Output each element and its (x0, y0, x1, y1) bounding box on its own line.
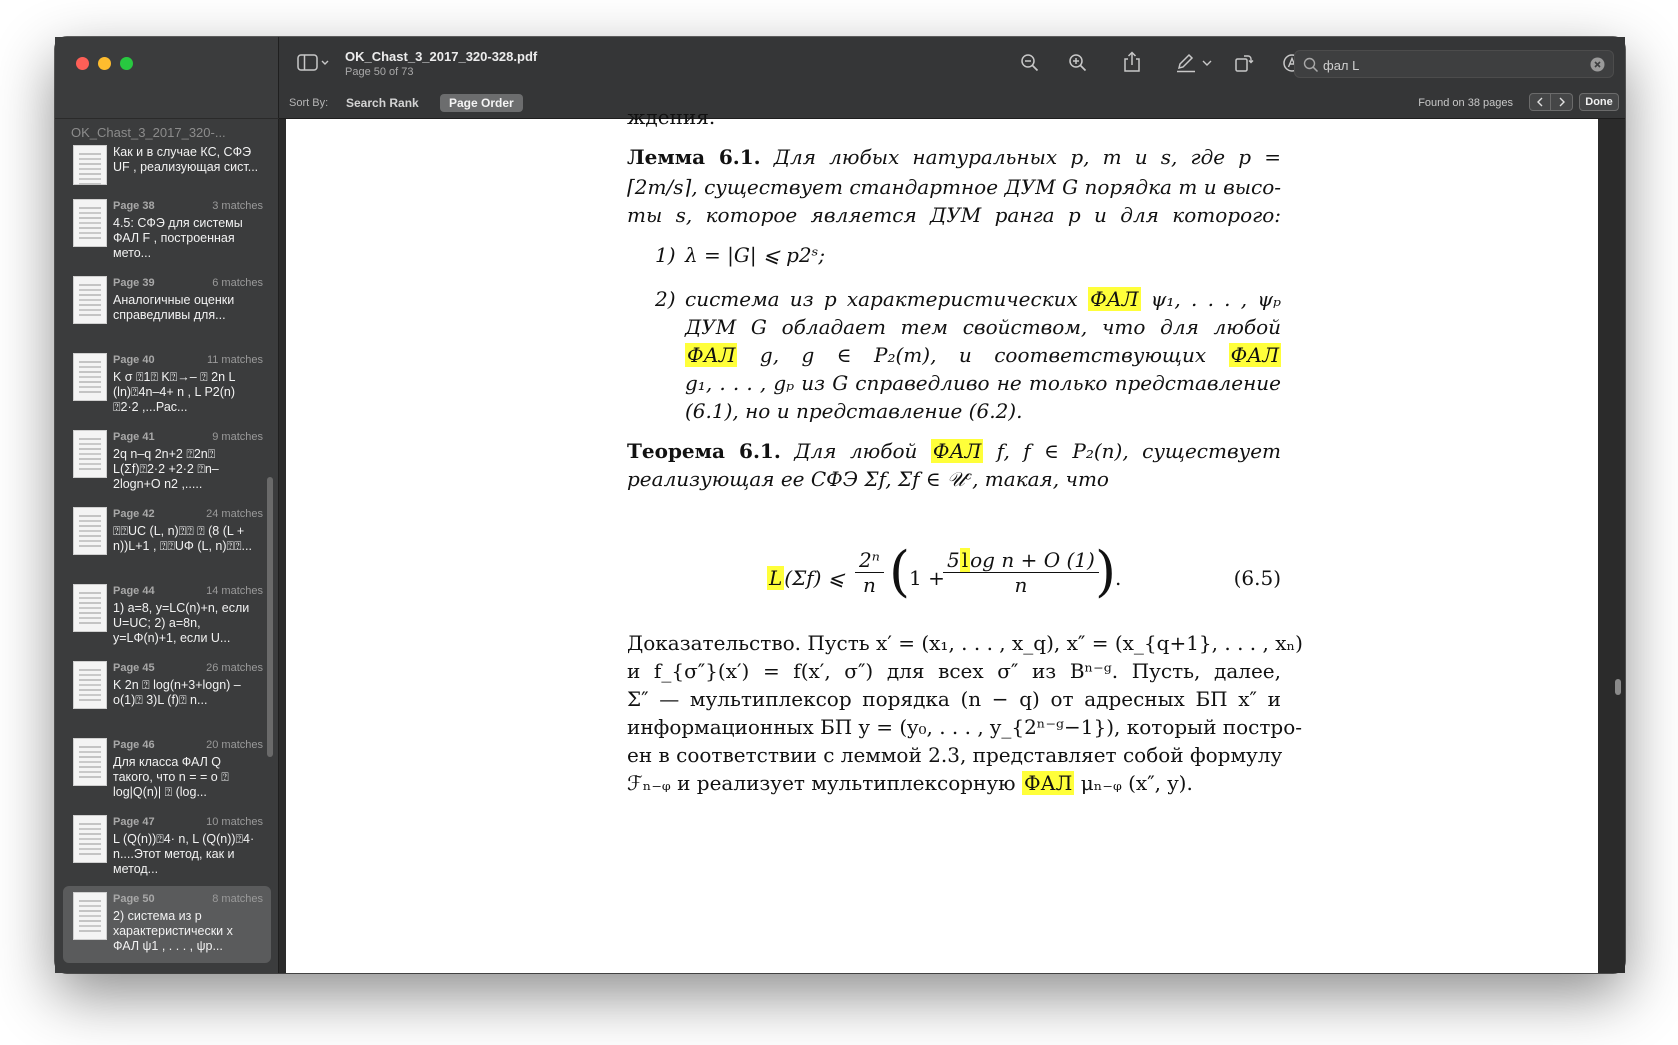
zoom-in-icon (1068, 53, 1088, 73)
text-span: система из p характеристических (685, 287, 1078, 311)
result-snippet: 2q n–q 2n+2 ⍰2n⍰ L(Σf)⍰2·2 +2·2 ⍰n–2logn+O n2 ,..... (113, 447, 219, 491)
page-thumbnail (73, 584, 107, 632)
list-number: 2) (655, 287, 676, 311)
minimize-window-button[interactable] (98, 57, 111, 70)
search-result[interactable] (63, 424, 271, 501)
result-page: Page 50 (113, 893, 155, 905)
text-span: 5 (947, 548, 960, 572)
search-highlight: ФАЛ (1230, 343, 1280, 367)
result-snippet: ⍰⍰UC (L, n)⍰⍰ ⍰ (8 (L + n))L+1 , ⍰⍰UΦ (L, n)⍰⍰... (113, 524, 252, 553)
theorem-heading: Теорема 6.1. (627, 439, 781, 463)
equation-number: (6.5) (1233, 566, 1281, 590)
result-page: Page 41 (113, 431, 155, 443)
sidebar-document-title: OK_Chast_3_2017_320-... (71, 125, 226, 140)
search-result[interactable] (63, 578, 271, 655)
text-line: Доказательство. Пусть x′ = (x₁, . . . , x_q), x″ = (x_{q+1}, . . . , xₙ) (627, 631, 1303, 655)
equation-term: . (1115, 566, 1122, 590)
text-line: информационных БП y = (y₀, . . . , y_{2ⁿ⁻ᵍ−1}), который постро- (627, 715, 1303, 739)
page-indicator: Page 50 of 73 (345, 66, 414, 78)
sidebar-scrollbar[interactable] (267, 477, 273, 757)
search-result[interactable] (63, 347, 271, 424)
document-scrollbar[interactable] (1615, 679, 1621, 695)
equation-6-5 (627, 540, 1281, 614)
result-snippet: 1) a=8, y=LC(n)+n, если U=UC; 2) a=8n, y=LΦ(n)+1, если U... (113, 601, 250, 645)
result-matches: 10 matches (206, 816, 263, 828)
fraction (855, 548, 884, 597)
search-highlight: ФАЛ (1090, 287, 1139, 311)
window-controls (76, 57, 133, 70)
result-snippet: 2) система из p характеристически х ФАЛ ψ1 , . . . , ψp... (113, 909, 233, 953)
pdf-page (286, 105, 1598, 973)
result-snippet: K 2n ⍰ log(n+3+logn) –o(1)⍰ 3)L (f)⍰ n... (113, 678, 241, 707)
toolbar (279, 37, 1625, 119)
pen-icon (1175, 53, 1197, 73)
document-title: OK_Chast_3_2017_320-328.pdf (345, 49, 538, 64)
result-snippet: Для класса ФАЛ Q такого, что n = = o ⍰ log|Q(n)| ⍰ (log... (113, 755, 229, 799)
text-line: ДУМ G обладает тем свойством, что для любой (685, 315, 1281, 339)
chevron-left-icon (1536, 97, 1544, 107)
search-highlight: ФАЛ (687, 343, 736, 367)
page-thumbnail (73, 507, 107, 555)
result-matches: 24 matches (206, 508, 263, 520)
text-span: Для любых натуральных p, m и s, где p = (773, 145, 1281, 169)
equation-term: 1 + (909, 566, 945, 590)
sidebar-toggle-button[interactable] (297, 50, 331, 76)
fraction-numerator (943, 548, 1099, 573)
page-thumbnail (73, 661, 107, 709)
result-matches: 20 matches (206, 739, 263, 751)
search-results-list (55, 143, 279, 963)
sidebar-icon (297, 54, 331, 72)
markup-button[interactable] (1173, 50, 1199, 76)
search-result[interactable] (63, 143, 271, 193)
result-snippet: Аналогичные оценки справедливы для... (113, 293, 235, 322)
text-span: Для любой (794, 439, 918, 463)
text-span: og n + O (1) (970, 548, 1095, 572)
result-matches: 3 matches (212, 200, 263, 212)
search-icon (1303, 57, 1319, 73)
page-thumbnail (73, 276, 107, 324)
result-page: Page 39 (113, 277, 155, 289)
result-page: Page 45 (113, 662, 155, 674)
text-line (627, 439, 1281, 463)
done-button[interactable]: Done (1579, 93, 1619, 111)
sidebar (55, 37, 279, 973)
page-thumbnail (73, 430, 107, 478)
close-window-button[interactable] (76, 57, 89, 70)
fraction-numerator: 2ⁿ (855, 548, 884, 573)
text-line (627, 771, 1193, 795)
zoom-in-button[interactable] (1065, 50, 1091, 76)
search-result[interactable] (63, 270, 271, 347)
clear-search-icon[interactable] (1590, 57, 1605, 72)
search-result[interactable] (63, 732, 271, 809)
text-span: (Σf) ⩽ (784, 566, 845, 590)
result-matches: 11 matches (206, 354, 263, 366)
search-result[interactable] (63, 809, 271, 886)
markup-menu-button[interactable] (1199, 50, 1215, 76)
search-field[interactable] (1294, 50, 1614, 78)
chevron-right-icon (1558, 97, 1566, 107)
text-line: (6.1), но и представление (6.2). (685, 399, 1023, 423)
result-page: Page 40 (113, 354, 155, 366)
text-span: f, f ∈ P₂(n), существует (996, 439, 1281, 463)
list-number: 1) (655, 243, 676, 267)
found-pages-count: Found on 38 pages (1418, 97, 1513, 109)
result-page: Page 44 (113, 585, 155, 597)
page-thumbnail (73, 199, 107, 247)
rotate-icon (1234, 53, 1254, 73)
zoom-out-button[interactable] (1017, 50, 1043, 76)
rotate-button[interactable] (1231, 50, 1257, 76)
result-page: Page 38 (113, 200, 155, 212)
search-highlight: ФАЛ (1023, 771, 1073, 795)
search-highlight: L (769, 566, 783, 590)
preview-window (55, 37, 1625, 973)
search-input[interactable] (1323, 55, 1573, 75)
search-result[interactable] (63, 193, 271, 270)
result-snippet: L (Q(n))⍰4· n, L (Q(n))⍰4· n....Этот метод, как и метод... (113, 832, 255, 876)
page-thumbnail (73, 738, 107, 786)
equation-lhs (767, 566, 845, 590)
text-line (685, 343, 1281, 367)
search-highlight: ФАЛ (932, 439, 982, 463)
result-page: Page 42 (113, 508, 155, 520)
fraction-denominator: n (862, 573, 876, 597)
next-match-button[interactable] (1551, 93, 1573, 111)
result-page: Page 46 (113, 739, 155, 751)
text-span: μₙ₋ᵩ (x″, y). (1080, 771, 1193, 795)
share-icon (1122, 51, 1142, 73)
text-line: ждения. (627, 105, 716, 129)
search-sort-bar (279, 89, 1625, 119)
page-thumbnail (73, 892, 107, 940)
search-highlight: l (961, 548, 969, 572)
text-line: Σ″ — мультиплексор порядка (n − q) от адресных БП x″ и (627, 687, 1281, 711)
text-line: λ = |G| ⩽ p2ˢ; (685, 243, 826, 267)
zoom-out-icon (1020, 53, 1040, 73)
sort-by-label: Sort By: (289, 97, 329, 109)
sort-page-order-button[interactable]: Page Order (440, 94, 523, 112)
page-thumbnail (73, 815, 107, 863)
sort-search-rank-button[interactable]: Search Rank (346, 96, 419, 110)
result-matches: 9 matches (212, 431, 263, 443)
document-view[interactable] (279, 105, 1625, 973)
left-paren: ( (889, 540, 911, 603)
zoom-window-button[interactable] (120, 57, 133, 70)
result-snippet: 4.5: СФЭ для системы ФАЛ F , построенная мето... (113, 216, 243, 260)
sidebar-header (55, 37, 279, 119)
chevron-down-icon (1201, 58, 1213, 68)
text-line: ты s, которое является ДУМ ранга p и для которого: (627, 203, 1281, 227)
text-line: ен в соответствии с леммой 2.3, представляет собой формулу (627, 743, 1283, 767)
result-snippet: K σ ⍰1⍰ K⍰→– ⍰ 2n L (ln)⍰4n–4+ n , L P2(n) ⍰2·2 ,...Рас... (113, 370, 236, 414)
text-line (685, 287, 1281, 311)
search-result[interactable] (63, 501, 271, 578)
page-thumbnail (73, 353, 107, 401)
search-result-selected[interactable] (63, 886, 271, 963)
result-matches: 6 matches (212, 277, 263, 289)
result-matches: 26 matches (206, 662, 263, 674)
result-matches: 14 matches (206, 585, 263, 597)
text-line (627, 145, 1281, 169)
result-snippet: Как и в случае КС, СФЭ UF , реализующая сист... (113, 145, 259, 174)
lemma-heading: Лемма 6.1. (627, 145, 761, 169)
text-line: реализующая ее СФЭ Σf, Σf ∈ 𝒰ᶜ, такая, что (627, 467, 1109, 491)
text-span: ψ₁, . . . , ψₚ (1150, 287, 1282, 311)
text-line: и f_{σ″}(x′) = f(x′, σ″) для всех σ″ из Bⁿ⁻ᵍ. Пусть, далее, (627, 659, 1281, 683)
text-line: g₁, . . . , gₚ из G справедливо не только представление (685, 371, 1281, 395)
share-button[interactable] (1119, 49, 1145, 75)
text-span: ℱₙ₋ᵩ и реализует мультиплексорную (627, 771, 1016, 795)
text-span: g, g ∈ P₂(m), и соответствующих (759, 343, 1207, 367)
text-line: ⌈2m/s⌉, существует стандартное ДУМ G порядка m и высо- (627, 175, 1281, 199)
search-result[interactable] (63, 655, 271, 732)
fraction (943, 548, 1099, 597)
page-thumbnail (73, 145, 107, 185)
fraction-denominator: n (1014, 573, 1028, 597)
right-paren: ) (1095, 540, 1117, 603)
result-page: Page 47 (113, 816, 155, 828)
previous-match-button[interactable] (1529, 93, 1551, 111)
result-matches: 8 matches (212, 893, 263, 905)
